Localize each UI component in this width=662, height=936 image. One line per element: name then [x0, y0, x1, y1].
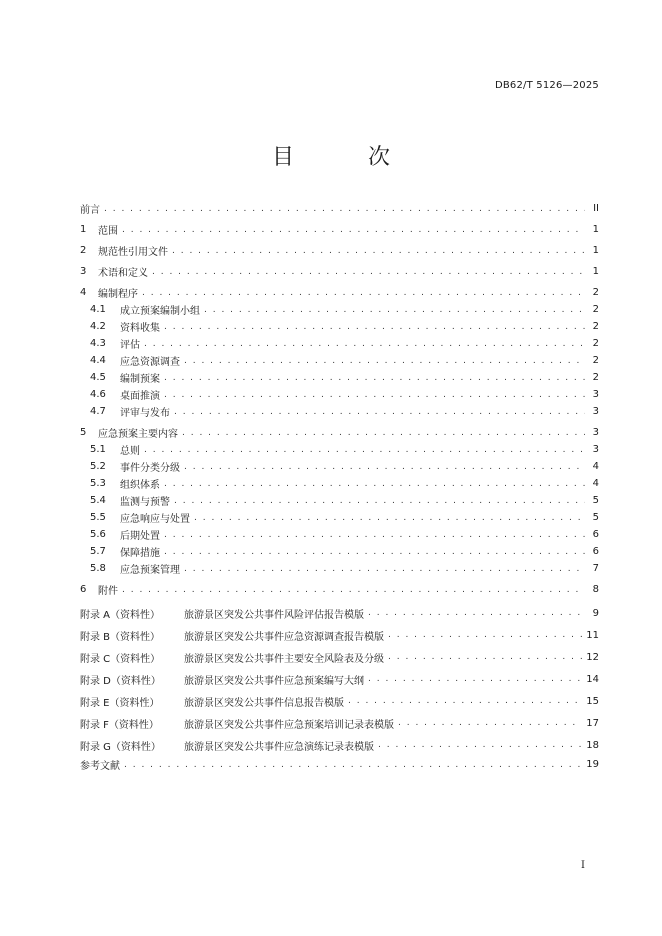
toc-entry[interactable] — [80, 756, 599, 773]
toc-entry[interactable] — [80, 543, 599, 560]
toc-entry-title: 编制程序 — [98, 289, 138, 300]
toc-entry-number: 附录 G（资料性） — [80, 741, 161, 753]
toc-entry-title: 评审与发布 — [120, 408, 170, 419]
toc-leader-dots — [104, 204, 585, 214]
toc-entry-page: 3 — [592, 389, 599, 400]
toc-leader-dots — [184, 564, 585, 574]
toc-entry-number: 5.5 — [90, 512, 106, 523]
toc-entry-number: 附录 B（资料性） — [80, 631, 161, 643]
toc-entry-title: 资料收集 — [120, 323, 160, 334]
toc-entry-page: 9 — [592, 607, 599, 619]
toc-entry-title: 评估 — [120, 340, 140, 351]
toc-entry-title: 旅游景区突发公共事件应急资源调查报告模版 — [184, 631, 384, 643]
toc-leader-dots — [174, 496, 585, 506]
toc-entry[interactable] — [80, 242, 599, 259]
toc-entry-page: 4 — [592, 461, 599, 472]
toc-entry-number: 4.1 — [90, 304, 106, 315]
toc-entry-page: 11 — [586, 629, 599, 641]
toc-entry-title: 应急预案管理 — [120, 565, 180, 576]
toc-entry-number: 5.8 — [90, 563, 106, 574]
toc-entry-page: 2 — [592, 338, 599, 349]
toc-entry[interactable] — [80, 301, 599, 318]
toc-entry-title: 总则 — [120, 446, 140, 457]
toc-entry-number: 3 — [80, 266, 87, 277]
page-title: 目 次 — [271, 145, 416, 170]
toc-entry[interactable] — [80, 369, 599, 386]
toc-entry-page: 5 — [592, 495, 599, 506]
toc-entry[interactable] — [80, 624, 599, 646]
toc-entry-title: 监测与预警 — [120, 497, 170, 508]
toc-entry-title: 保障措施 — [120, 548, 160, 559]
toc-entry-page: 2 — [592, 321, 599, 332]
toc-entry[interactable] — [80, 424, 599, 441]
toc-entry[interactable] — [80, 403, 599, 420]
toc-entry-number: 附录 E（资料性） — [80, 697, 160, 709]
toc-entry-page: 1 — [592, 224, 599, 235]
toc-entry-number: 1 — [80, 224, 87, 235]
toc-entry-number: 4.6 — [90, 389, 106, 400]
toc-entry-page: 2 — [592, 355, 599, 366]
toc-entry-title: 规范性引用文件 — [98, 247, 168, 258]
toc-entry-page: 14 — [586, 673, 599, 685]
toc-entry-page: 12 — [586, 651, 599, 663]
toc-entry-page: 3 — [592, 444, 599, 455]
toc-entry-title: 旅游景区突发公共事件风险评估报告模版 — [184, 609, 364, 621]
toc-entry-page: 2 — [592, 287, 599, 298]
toc-entry-number: 5.2 — [90, 461, 106, 472]
toc-entry-page: 2 — [592, 304, 599, 315]
toc-entry[interactable] — [80, 581, 599, 598]
toc-entry-number: 4.3 — [90, 338, 106, 349]
toc-leader-dots — [164, 479, 585, 489]
toc-leader-dots — [368, 608, 585, 618]
toc-entry-number: 5.3 — [90, 478, 106, 489]
toc-entry[interactable] — [80, 458, 599, 475]
toc-entry[interactable] — [80, 284, 599, 301]
toc-entry[interactable] — [80, 335, 599, 352]
toc-entry-title: 成立预案编制小组 — [120, 306, 200, 317]
toc-leader-dots — [204, 305, 585, 315]
toc-entry[interactable] — [80, 560, 599, 577]
toc-entry-number: 4 — [80, 287, 87, 298]
toc-entry-number: 附录 C（资料性） — [80, 653, 161, 665]
toc-entry-number: 5.6 — [90, 529, 106, 540]
toc-entry[interactable] — [80, 492, 599, 509]
toc-entry-title: 组织体系 — [120, 480, 160, 491]
toc-leader-dots — [184, 356, 585, 366]
toc-leader-dots — [164, 547, 585, 557]
toc-leader-dots — [122, 225, 585, 235]
toc-entry[interactable] — [80, 526, 599, 543]
toc-entry-page: 5 — [592, 512, 599, 523]
toc-entry[interactable] — [80, 441, 599, 458]
toc-leader-dots — [368, 674, 582, 684]
toc-entry[interactable] — [80, 602, 599, 624]
toc-entry-title: 附件 — [98, 586, 118, 597]
toc-entry-number: 6 — [80, 584, 87, 595]
toc-entry-page: 19 — [586, 759, 599, 770]
toc-entry-title: 应急资源调查 — [120, 357, 180, 368]
toc-entry-number: 2 — [80, 245, 87, 256]
toc-leader-dots — [164, 390, 585, 400]
toc-entry-page: 17 — [586, 717, 599, 729]
toc-entry-title: 旅游景区突发公共事件应急预案培训记录表模版 — [184, 719, 394, 731]
toc-entry[interactable] — [80, 318, 599, 335]
toc-entry-title: 参考文献 — [80, 761, 120, 772]
toc-entry[interactable] — [80, 509, 599, 526]
toc-leader-dots — [388, 652, 582, 662]
toc-entry-title: 前言 — [80, 205, 100, 216]
toc-entry[interactable] — [80, 646, 599, 668]
toc-leader-dots — [164, 322, 585, 332]
toc-leader-dots — [164, 373, 585, 383]
toc-leader-dots — [174, 407, 585, 417]
document-number: DB62/T 5126—2025 — [494, 80, 599, 91]
toc-leader-dots — [144, 445, 585, 455]
toc-leader-dots — [124, 760, 582, 770]
toc-entry-number: 5.4 — [90, 495, 106, 506]
toc-entry-page: 8 — [592, 584, 599, 595]
toc-leader-dots — [388, 630, 582, 640]
toc-leader-dots — [172, 246, 585, 256]
toc-entry[interactable] — [80, 712, 599, 734]
toc-entry-page: 15 — [586, 695, 599, 707]
toc-entry-title: 桌面推演 — [120, 391, 160, 402]
toc-entry-title: 旅游景区突发公共事件信息报告模版 — [184, 697, 344, 709]
toc-entry[interactable] — [80, 221, 599, 238]
toc-entry[interactable] — [80, 690, 599, 712]
toc-entry-page: 1 — [592, 266, 599, 277]
toc-entry[interactable] — [80, 668, 599, 690]
toc-entry-number: 4.4 — [90, 355, 106, 366]
toc-entry-number: 4.2 — [90, 321, 106, 332]
toc-entry[interactable] — [80, 386, 599, 403]
toc-leader-dots — [164, 530, 585, 540]
toc-entry-title: 后期处置 — [120, 531, 160, 542]
page-number: I — [581, 860, 585, 871]
toc-entry-page: 6 — [592, 529, 599, 540]
toc-entry-page: 1 — [592, 245, 599, 256]
toc-entry-title: 范围 — [98, 226, 118, 237]
toc-entry-page: 6 — [592, 546, 599, 557]
toc-entry-title: 应急响应与处置 — [120, 514, 190, 525]
toc-entry-page: 3 — [592, 427, 599, 438]
toc-entry[interactable] — [80, 475, 599, 492]
toc-entry-title: 旅游景区突发公共事件应急预案编写大纲 — [184, 675, 364, 687]
toc-entry-number: 4.5 — [90, 372, 106, 383]
toc-leader-dots — [122, 585, 585, 595]
toc-leader-dots — [398, 718, 582, 728]
toc-leader-dots — [194, 513, 585, 523]
toc-entry-number: 4.7 — [90, 406, 106, 417]
toc-leader-dots — [144, 339, 585, 349]
toc-entry-number: 附录 A（资料性） — [80, 609, 161, 621]
toc-entry-number: 附录 F（资料性） — [80, 719, 159, 731]
toc-entry-title: 术语和定义 — [98, 268, 148, 279]
toc-entry-number: 附录 D（资料性） — [80, 675, 161, 687]
toc-entry-title: 旅游景区突发公共事件应急演练记录表模版 — [184, 741, 374, 753]
toc-entry-page: 2 — [592, 372, 599, 383]
toc-entry-title: 应急预案主要内容 — [98, 429, 178, 440]
toc-entry-title: 旅游景区突发公共事件主要安全风险表及分级 — [184, 653, 384, 665]
toc-entry[interactable] — [80, 200, 599, 217]
toc-entry-number: 5 — [80, 427, 87, 438]
toc-entry-page: 3 — [592, 406, 599, 417]
toc-entry[interactable] — [80, 734, 599, 756]
toc-entry-title: 事件分类分级 — [120, 463, 180, 474]
toc-leader-dots — [182, 428, 585, 438]
toc-leader-dots — [142, 288, 585, 298]
toc-entry-page: 4 — [592, 478, 599, 489]
toc-entry[interactable] — [80, 352, 599, 369]
toc-leader-dots — [184, 462, 585, 472]
toc-entry-number: 5.7 — [90, 546, 106, 557]
toc-entry-page: II — [593, 203, 599, 214]
toc-leader-dots — [378, 740, 582, 750]
toc-entry[interactable] — [80, 263, 599, 280]
toc-entry-page: 18 — [586, 739, 599, 751]
toc-leader-dots — [152, 267, 585, 277]
toc-entry-title: 编制预案 — [120, 374, 160, 385]
toc-leader-dots — [348, 696, 582, 706]
table-of-contents — [80, 200, 599, 773]
toc-entry-number: 5.1 — [90, 444, 106, 455]
toc-entry-page: 7 — [592, 563, 599, 574]
